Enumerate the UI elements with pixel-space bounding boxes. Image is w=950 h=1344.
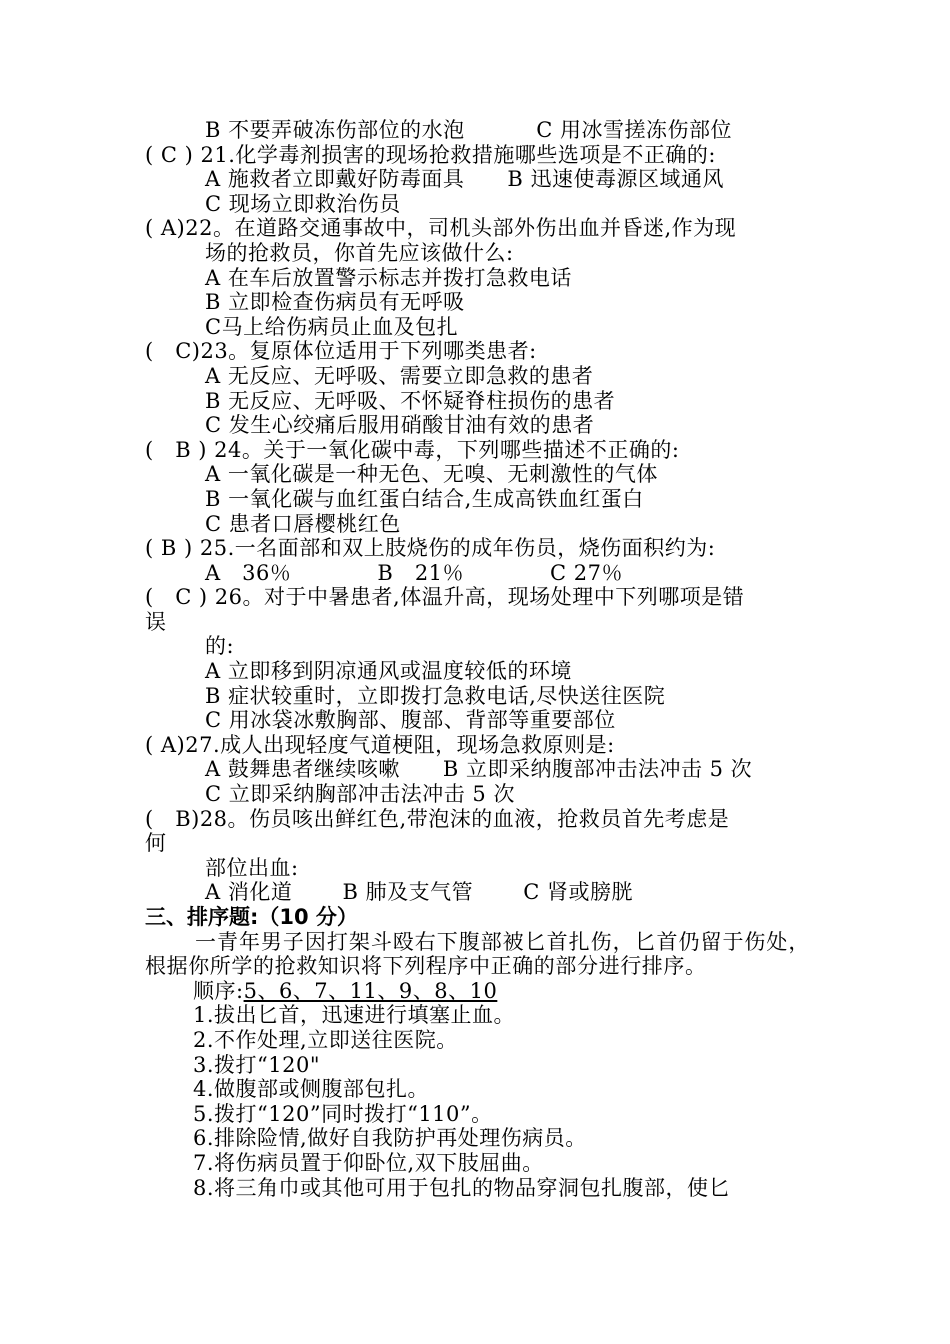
q24-option-b: B 一氧化碳与血红蛋白结合,生成高铁血红蛋白 [205, 486, 644, 511]
q25-options: A 36％ B 21％ C 27％ [205, 560, 624, 585]
q21-question: ( C ) 21.化学毒剂损害的现场抢救措施哪些选项是不正确的: [145, 142, 716, 167]
q22-question: ( A)22。在道路交通事故中，司机头部外伤出血并昏迷,作为现 [145, 216, 737, 241]
q23-option-c: C 发生心绞痛后服用硝酸甘油有效的患者 [205, 413, 595, 438]
q22-option-a: A 在车后放置警示标志并拨打急救电话 [205, 265, 572, 290]
q22-question-cont: 场的抢救员，你首先应该做什么: [205, 240, 514, 265]
step-item: 4.做腹部或侧腹部包扎。 [193, 1077, 430, 1102]
q23-question: ( C)23。复原体位适用于下列哪类患者: [145, 339, 537, 364]
q28-question-cont: 部位出血: [205, 855, 299, 880]
q22-option-c: C马上给伤病员止血及包扎 [205, 314, 459, 339]
q24-option-c: C 患者口唇樱桃红色 [205, 511, 401, 536]
q21-option-ab: A 施救者立即戴好防毒面具 B 迅速使毒源区域通风 [205, 167, 724, 192]
q26-question-wrap: 误 [145, 609, 167, 634]
step-item: 3.拨打“120" [193, 1052, 321, 1077]
step-item: 6.排除险情,做好自我防护再处理伤病员。 [193, 1126, 587, 1151]
q21-option-c: C 现场立即救治伤员 [205, 191, 401, 216]
q26-option-c: C 用冰袋冰敷胸部、腹部、背部等重要部位 [205, 708, 616, 733]
step-item: 5.拨打“120”同时拨打“110”。 [193, 1101, 493, 1126]
order-answer [145, 979, 810, 1004]
q24-question: ( B ) 24。关于一氧化碳中毒，下列哪些描述不正确的: [145, 437, 680, 462]
q23-option-b: B 无反应、无呼吸、不怀疑脊柱损伤的患者 [205, 388, 616, 413]
step-item: 8.将三角巾或其他可用于包扎的物品穿洞包扎腹部，使匕 [193, 1175, 731, 1200]
q28-question-wrap: 何 [145, 831, 167, 856]
q27-option-ab: A 鼓舞患者继续咳嗽 B 立即采纳腹部冲击法冲击 5 次 [205, 757, 753, 782]
document-page [145, 118, 810, 1200]
q25-question: ( B ) 25.一名面部和双上肢烧伤的成年伤员，烧伤面积约为: [145, 536, 716, 561]
q26-question: ( C ) 26。对于中暑患者,体温升高，现场处理中下列哪项是错 [145, 585, 745, 610]
q24-option-a: A 一氧化碳是一种无色、无嗅、无刺激性的气体 [205, 462, 658, 487]
q28-question: ( B)28。伤员咳出鲜红色,带泡沫的血液，抢救员首先考虑是 [145, 806, 730, 831]
step-item: 2.不作处理,立即送往医院。 [193, 1027, 458, 1052]
step-item: 7.将伤病员置于仰卧位,双下肢屈曲。 [193, 1150, 544, 1175]
q22-option-b: B 立即检查伤病员有无呼吸 [205, 290, 465, 315]
q26-option-a: A 立即移到阴凉通风或温度较低的环境 [205, 659, 572, 684]
q20-option-bc: B 不要弄破冻伤部位的水泡 C 用冰雪搓冻伤部位 [205, 118, 733, 142]
step-item: 1.拔出匕首，迅速进行填塞止血。 [193, 1003, 516, 1028]
q27-option-c: C 立即采纳胸部冲击法冲击 5 次 [205, 782, 515, 807]
q26-question-cont: 的: [205, 634, 235, 659]
q23-option-a: A 无反应、无呼吸、需要立即急救的患者 [205, 363, 594, 388]
order-label: 顺序: [193, 978, 244, 1003]
order-value: 5、6、7、11、9、8、10 [243, 978, 498, 1003]
q26-option-b: B 症状较重时，立即拨打急救电话,尽快送往医院 [205, 683, 666, 708]
q28-options: A 消化道 B 肺及支气管 C 肾或膀胱 [205, 880, 634, 905]
section3-paragraph: 一青年男子因打架斗殴右下腹部被匕首扎伤，匕首仍留于伤处，根据你所学的抢救知识将下列程序中正确的部分进行排序。 [145, 929, 810, 979]
section3-heading: 三、排序题:（10 分） [145, 905, 358, 929]
q27-question: ( A)27.成人出现轻度气道梗阻，现场急救原则是: [145, 732, 615, 757]
